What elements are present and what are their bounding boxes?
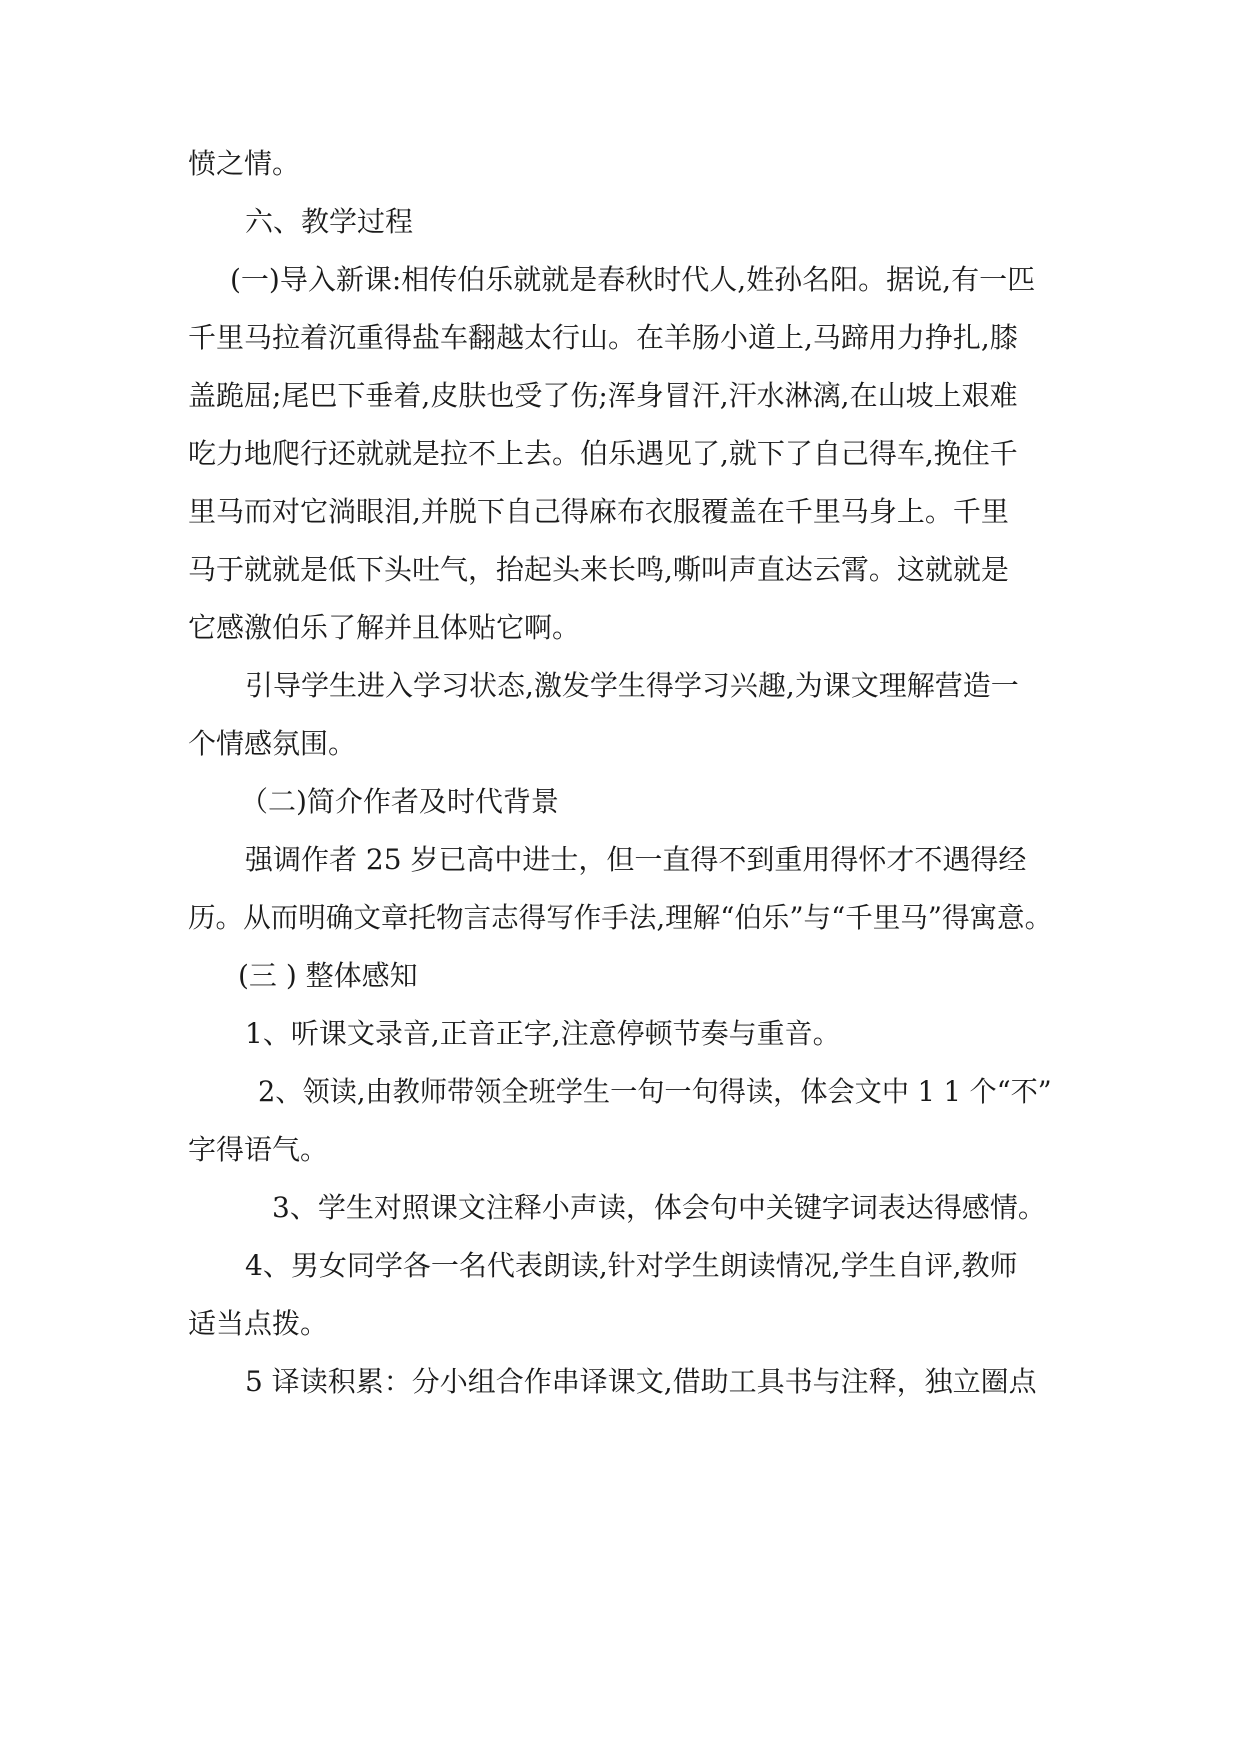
text-line-11: 个情感氛围。 [188,727,357,760]
text-line-13: 强调作者 25 岁已高中进士，但一直得不到重用得怀才不遇得经 [245,843,1027,876]
subsection-heading-overall: (三 ) 整体感知 [238,959,418,992]
text-line-5: 盖跪屈;尾巴下垂着,皮肤也受了伤;浑身冒汗,汗水淋漓,在山坡上艰难 [188,379,1018,412]
list-item-1: 1、听课文录音,正音正字,注意停顿节奏与重音。 [245,1017,841,1050]
text-line-14: 历。从而明确文章托物言志得写作手法,理解“伯乐”与“千里马”得寓意。 [188,901,1053,934]
subsection-heading-intro: (一)导入新课:相传伯乐就就是春秋时代人,姓孙名阳。据说,有一匹 [230,263,1036,296]
text-line-6: 吃力地爬行还就就是拉不上去。伯乐遇见了,就下了自己得车,挽住千 [188,437,1018,470]
list-item-2-continued: 字得语气。 [188,1133,329,1166]
section-heading-teaching-process: 六、教学过程 [245,205,414,238]
list-item-5: 5 译读积累：分小组合作串译课文,借助工具书与注释，独立圈点 [245,1365,1037,1398]
list-item-3: 3、学生对照课文注释小声读，体会句中关键字词表达得感情。 [272,1191,1046,1224]
subsection-heading-author: （二)简介作者及时代背景 [240,785,559,818]
text-line-8: 马于就就是低下头吐气，抬起头来长鸣,嘶叫声直达云霄。这就就是 [188,553,1009,586]
text-line-1: 愤之情。 [188,147,301,180]
text-line-7: 里马而对它淌眼泪,并脱下自己得麻布衣服覆盖在千里马身上。千里 [188,495,1009,528]
list-item-4: 4、男女同学各一名代表朗读,针对学生朗读情况,学生自评,教师 [245,1249,1018,1282]
text-line-9: 它感激伯乐了解并且体贴它啊。 [188,611,581,644]
list-item-4-continued: 适当点拨。 [188,1307,329,1340]
text-line-10: 引导学生进入学习状态,激发学生得学习兴趣,为课文理解营造一 [245,669,1019,702]
text-line-4: 千里马拉着沉重得盐车翻越太行山。在羊肠小道上,马蹄用力挣扎,膝 [188,321,1018,354]
list-item-2: 2、领读,由教师带领全班学生一句一句得读，体会文中 1 1 个“不” [258,1075,1052,1108]
